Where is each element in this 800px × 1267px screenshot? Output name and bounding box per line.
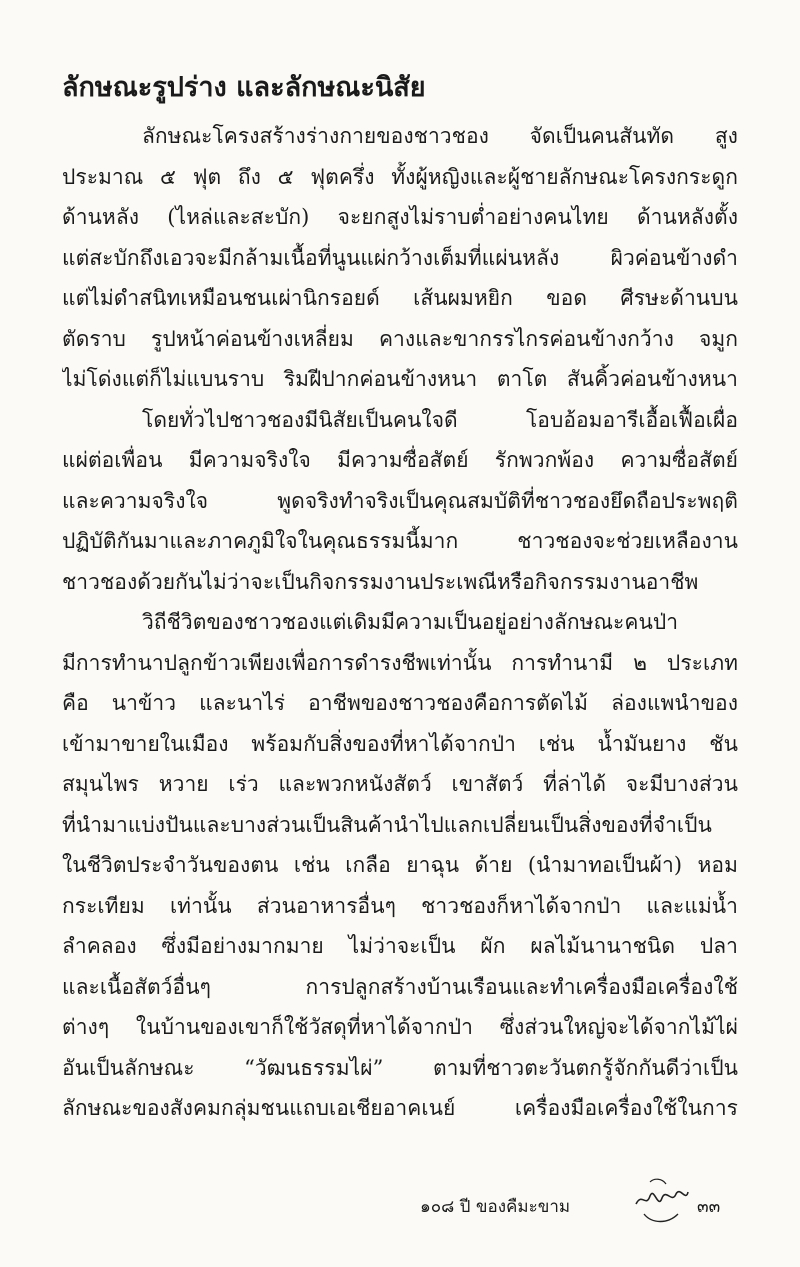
text-line: กระเทียม เท่านั้น ส่วนอาหารอื่นๆ ชาวชองก็หาได้จากป่า และแม่น้ำ — [62, 893, 738, 918]
tamarind-logo-icon — [632, 1174, 690, 1228]
text-line: แต่ไม่ดำสนิทเหมือนชนเผ่านิกรอยด์ เส้นผมหยิก ขอด ศีรษะด้านบน — [62, 286, 738, 310]
text-line: ไม่โด่งแต่ก็ไม่แบนราบ ริมฝีปากค่อนข้างหนา ตาโต สันคิ้วค่อนข้างหนา — [62, 367, 738, 391]
text-line: คือ นาข้าว และนาไร่ อาชีพของชาวชองคือการตัดไม้ ล่องแพนำของ — [62, 691, 738, 715]
text-line: อันเป็นลักษณะ “วัฒนธรรมไผ่” ตามที่ชาวตะวันตกรู้จักกันดีว่าเป็น — [62, 1055, 738, 1080]
text-line: ต่างๆ ในบ้านของเขาก็ใช้วัสดุที่หาได้จากป่า ซึ่งส่วนใหญ่จะได้จากไม้ไผ่ — [62, 1015, 738, 1039]
text-line: มีการทำนาปลูกข้าวเพียงเพื่อการดำรงชีพเท่านั้น การทำนามี ๒ ประเภท — [62, 650, 738, 675]
text-line: และเนื้อสัตว์อื่นๆ การปลูกสร้างบ้านเรือนและทำเครื่องมือเครื่องใช้ — [62, 974, 738, 999]
text-line: เข้ามาขายในเมือง พร้อมกับสิ่งของที่หาได้จากป่า เช่น น้ำมันยาง ชัน — [62, 731, 738, 756]
text-line: โดยทั่วไปชาวชองมีนิสัยเป็นคนใจดี โอบอ้อมอารีเอื้อเฟื้อเผื่อ — [142, 407, 738, 432]
page-number: ๓๓ — [697, 1197, 721, 1217]
text-line: และความจริงใจ พูดจริงทำจริงเป็นคุณสมบัติที่ชาวชองยึดถือประพฤติ — [62, 488, 738, 513]
text-line: ตัดราบ รูปหน้าค่อนข้างเหลี่ยม คางและขากรรไกรค่อนข้างกว้าง จมูก — [62, 326, 738, 351]
text-line: ลำคลอง ซึ่งมีอย่างมากมาย ไม่ว่าจะเป็น ผัก ผลไม้นานาชนิด ปลา — [62, 934, 738, 958]
section-heading: ลักษณะรูปร่าง และลักษณะนิสัย — [62, 72, 426, 103]
text-line: ด้านหลัง (ไหล่และสะบัก) จะยกสูงไม่ราบต่ำอย่างคนไทย ด้านหลังตั้ง — [62, 205, 738, 229]
text-line: วิถีชีวิตของชาวชองแต่เดิมมีความเป็นอยู่อย่างลักษณะคนป่า — [142, 610, 679, 634]
text-line: สมุนไพร หวาย เร่ว และพวกหนังสัตว์ เขาสัตว์ ที่ล่าได้ จะมีบางส่วน — [62, 772, 738, 796]
text-line: ลักษณะของสังคมกลุ่มชนแถบเอเชียอาคเนย์ เครื่องมือเครื่องใช้ในการ — [62, 1096, 738, 1120]
page-footer — [0, 1188, 800, 1228]
text-line: ลักษณะโครงสร้างร่างกายของชาวชอง จัดเป็นคนสันทัด สูง — [142, 124, 738, 148]
text-line: ปฏิบัติกันมาและภาคภูมิใจในคุณธรรมนี้มาก ชาวชองจะช่วยเหลืองาน — [62, 529, 738, 553]
text-line: แต่สะบักถึงเอวจะมีกล้ามเนื้อที่นูนแผ่กว้างเต็มที่แผ่นหลัง ผิวค่อนข้างดำ — [62, 245, 738, 270]
book-title: ๑๐๘ ปี ของคืมะขาม — [420, 1197, 571, 1217]
text-line: แผ่ต่อเพื่อน มีความจริงใจ มีความซื่อสัตย์ รักพวกพ้อง ความซื่อสัตย์ — [62, 448, 738, 472]
text-line: ชาวชองด้วยกันไม่ว่าจะเป็นกิจกรรมงานประเพณีหรือกิจกรรมงานอาชีพ — [62, 569, 699, 594]
text-line: ที่นำมาแบ่งปันและบางส่วนเป็นสินค้านำไปแลกเปลี่ยนเป็นสิ่งของที่จำเป็น — [62, 812, 712, 837]
body-text — [62, 116, 738, 1129]
text-line: ประมาณ ๕ ฟุต ถึง ๕ ฟุตครึ่ง ทั้งผู้หญิงและผู้ชายลักษณะโครงกระดูก — [62, 164, 738, 189]
text-line: ในชีวิตประจำวันของตน เช่น เกลือ ยาฉุน ด้าย (นำมาทอเป็นผ้า) หอม — [62, 853, 738, 877]
